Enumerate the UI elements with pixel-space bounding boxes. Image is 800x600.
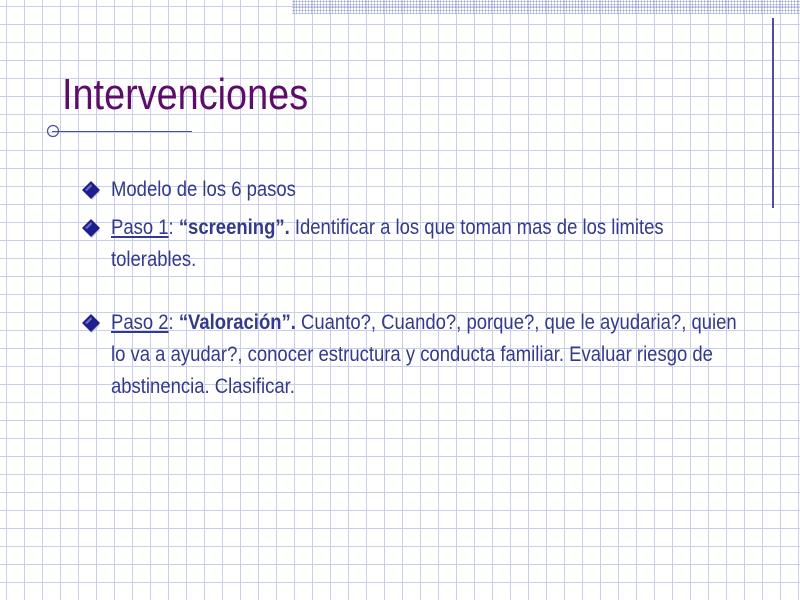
step-label: Paso 1 <box>111 216 169 239</box>
diamond-bullet-icon <box>82 313 108 333</box>
dotted-band <box>292 0 800 14</box>
step-keyword: “Valoración”. <box>178 311 296 334</box>
bullet-text <box>111 307 742 403</box>
bullet-item <box>80 307 740 403</box>
step-description: Cuanto?, Cuando?, porque?, que le ayudaria?, quien lo va a ayudar?, conocer estructura y conducta familiar. Evaluar riesgo de abstinencia. Clasificar. <box>111 311 737 398</box>
step-label: Paso 2 <box>111 311 169 334</box>
title-underline <box>52 131 192 132</box>
step-separator: : <box>168 216 179 239</box>
diamond-bullet-icon <box>82 180 108 200</box>
slide-title: Intervenciones <box>62 70 309 119</box>
bullet-list <box>80 174 740 409</box>
step-separator: : <box>168 311 179 334</box>
bullet-text: Modelo de los 6 pasos <box>111 178 296 201</box>
bullet-item <box>80 174 740 206</box>
bullet-text <box>111 212 742 276</box>
step-keyword: “screening”. <box>178 216 290 239</box>
step-description: Identificar a los que toman mas de los limites tolerables. <box>111 216 664 271</box>
accent-vertical-line <box>772 18 774 208</box>
bullet-item <box>80 212 740 276</box>
diamond-bullet-icon <box>82 218 108 238</box>
crosshair-circle-icon <box>46 124 60 138</box>
